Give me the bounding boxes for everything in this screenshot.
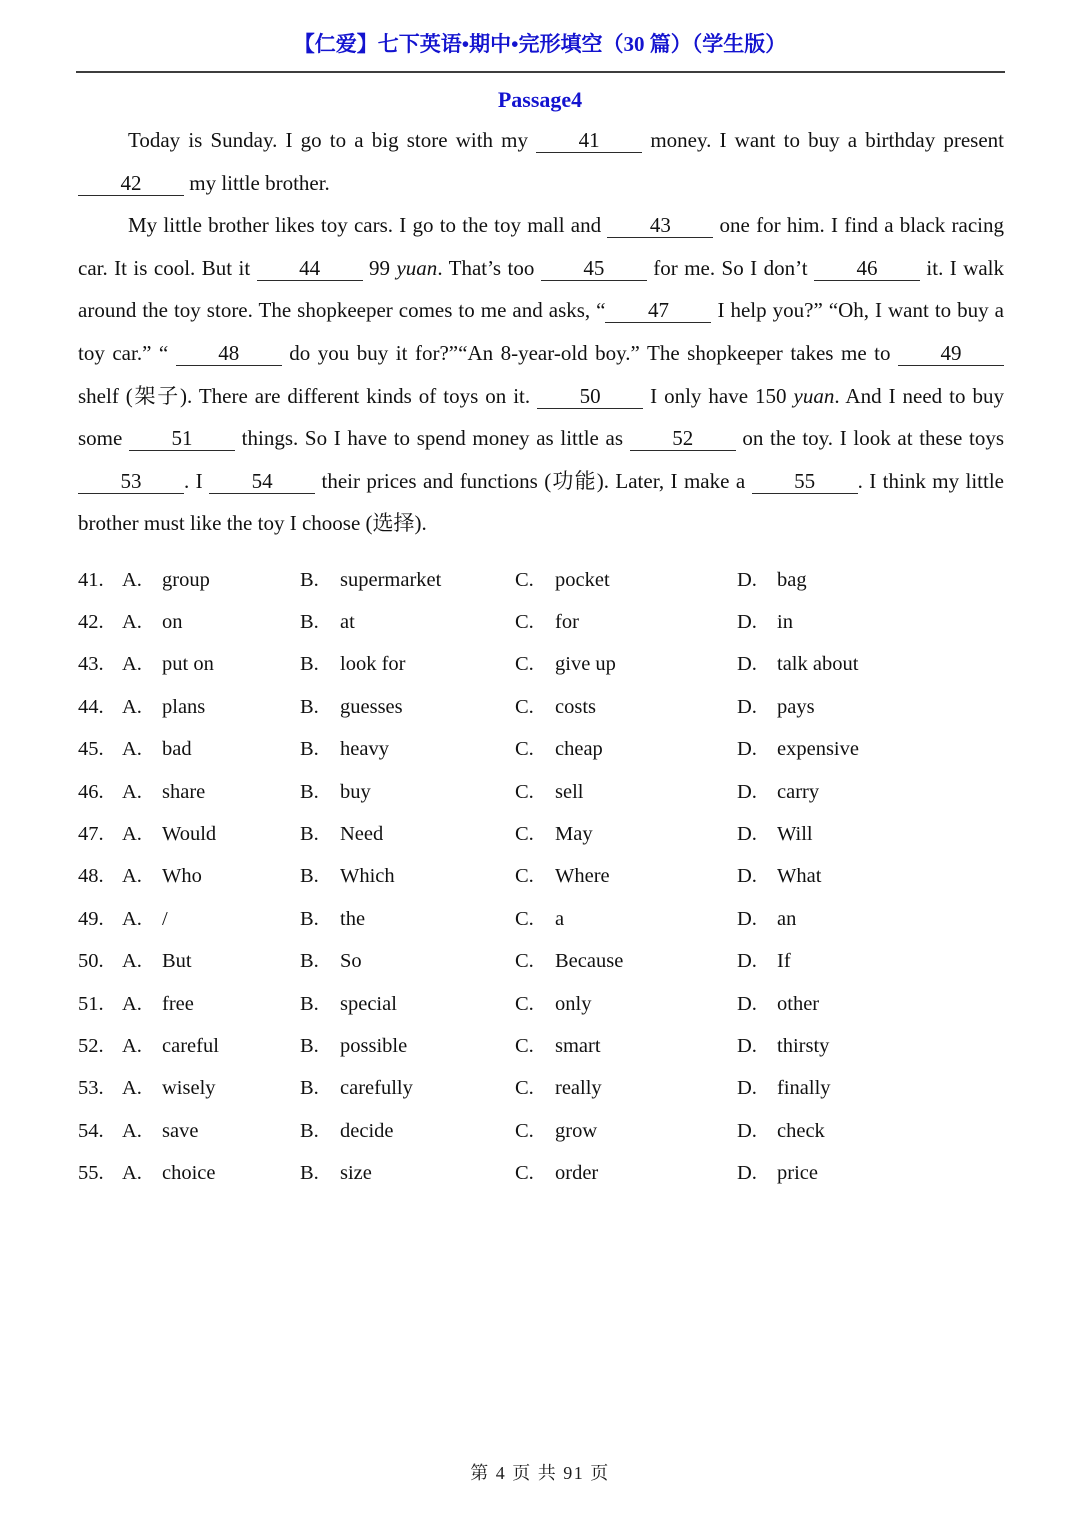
- option-55-c: C. order: [515, 1162, 599, 1185]
- option-letter: C.: [515, 653, 534, 676]
- option-letter: C.: [515, 611, 534, 634]
- option-53-d: D. finally: [737, 1077, 831, 1100]
- option-42-c: C. for: [515, 611, 579, 634]
- option-47-c: C. May: [515, 822, 593, 845]
- option-53-a: 53. A. wisely: [78, 1077, 216, 1100]
- option-letter: D.: [737, 822, 757, 845]
- question-number: 50.: [78, 950, 104, 973]
- option-letter: D.: [737, 992, 757, 1015]
- option-letter: A.: [122, 611, 142, 634]
- option-letter: C.: [515, 780, 534, 803]
- passage-body: [78, 119, 1004, 545]
- option-letter: B.: [300, 1077, 319, 1100]
- option-letter: D.: [737, 1077, 757, 1100]
- option-46-c: C. sell: [515, 780, 584, 803]
- option-letter: A.: [122, 780, 142, 803]
- option-52-b: B. possible: [300, 1034, 408, 1057]
- question-row-48: [78, 856, 1004, 898]
- option-52-c: C. smart: [515, 1034, 601, 1057]
- question-row-47: [78, 813, 1004, 855]
- question-row-55: [78, 1152, 1004, 1194]
- option-44-c: C. costs: [515, 695, 596, 718]
- option-letter: B.: [300, 950, 319, 973]
- question-row-53: [78, 1068, 1004, 1110]
- question-number: 42.: [78, 611, 104, 634]
- option-44-d: D. pays: [737, 695, 815, 718]
- option-letter: A.: [122, 907, 142, 930]
- option-letter: A.: [122, 1162, 142, 1185]
- option-letter: D.: [737, 1162, 757, 1185]
- question-number: 46.: [78, 780, 104, 803]
- option-letter: B.: [300, 653, 319, 676]
- option-letter: B.: [300, 738, 319, 761]
- option-letter: C.: [515, 738, 534, 761]
- question-row-43: [78, 644, 1004, 686]
- option-letter: B.: [300, 1162, 319, 1185]
- option-letter: B.: [300, 822, 319, 845]
- cloze-blank-51: 51: [129, 426, 235, 451]
- question-number: 54.: [78, 1119, 104, 1142]
- option-letter: D.: [737, 1034, 757, 1057]
- question-row-44: [78, 686, 1004, 728]
- option-42-b: B. at: [300, 611, 355, 634]
- option-letter: A.: [122, 695, 142, 718]
- option-50-d: D. If: [737, 950, 791, 973]
- option-letter: A.: [122, 822, 142, 845]
- cloze-blank-50: 50: [537, 384, 643, 409]
- page-number: 第 4 页 共 91 页: [470, 1463, 610, 1483]
- question-row-42: [78, 601, 1004, 643]
- option-46-d: D. carry: [737, 780, 820, 803]
- option-51-c: C. only: [515, 992, 592, 1015]
- option-49-d: D. an: [737, 907, 797, 930]
- cloze-blank-41: 41: [536, 128, 642, 153]
- option-52-d: D. thirsty: [737, 1034, 830, 1057]
- option-letter: D.: [737, 611, 757, 634]
- question-row-52: [78, 1025, 1004, 1067]
- option-50-c: C. Because: [515, 950, 624, 973]
- option-41-a: 41. A. group: [78, 568, 210, 591]
- cloze-blank-53: 53: [78, 469, 184, 494]
- option-letter: C.: [515, 822, 534, 845]
- question-number: 49.: [78, 907, 104, 930]
- cloze-blank-54: 54: [209, 469, 315, 494]
- option-46-a: 46. A. share: [78, 780, 206, 803]
- option-49-b: B. the: [300, 907, 366, 930]
- option-54-b: B. decide: [300, 1119, 394, 1142]
- option-letter: D.: [737, 653, 757, 676]
- question-number: 53.: [78, 1077, 104, 1100]
- question-row-45: [78, 729, 1004, 771]
- option-letter: B.: [300, 780, 319, 803]
- option-letter: D.: [737, 780, 757, 803]
- option-45-d: D. expensive: [737, 738, 859, 761]
- option-47-d: D. Will: [737, 822, 813, 845]
- option-letter: B.: [300, 1034, 319, 1057]
- option-letter: A.: [122, 865, 142, 888]
- option-47-b: B. Need: [300, 822, 384, 845]
- option-letter: A.: [122, 992, 142, 1015]
- option-55-b: B. size: [300, 1162, 372, 1185]
- option-letter: C.: [515, 1119, 534, 1142]
- option-45-a: 45. A. bad: [78, 738, 192, 761]
- italic-word: yuan: [396, 255, 438, 280]
- cloze-blank-43: 43: [607, 213, 713, 238]
- option-43-d: D. talk about: [737, 653, 859, 676]
- option-letter: A.: [122, 950, 142, 973]
- option-51-a: 51. A. free: [78, 992, 194, 1015]
- question-number: 47.: [78, 822, 104, 845]
- cloze-blank-42: 42: [78, 171, 184, 196]
- cloze-blank-47: 47: [605, 298, 711, 323]
- option-41-c: C. pocket: [515, 568, 610, 591]
- cloze-blank-52: 52: [630, 426, 736, 451]
- question-number: 44.: [78, 695, 104, 718]
- italic-word: yuan: [793, 383, 835, 408]
- cloze-blank-48: 48: [176, 341, 282, 366]
- option-48-c: C. Where: [515, 865, 610, 888]
- option-letter: B.: [300, 992, 319, 1015]
- option-letter: D.: [737, 1119, 757, 1142]
- option-54-a: 54. A. save: [78, 1119, 199, 1142]
- option-41-d: D. bag: [737, 568, 807, 591]
- option-letter: C.: [515, 865, 534, 888]
- question-row-41: [78, 559, 1004, 601]
- option-letter: C.: [515, 992, 534, 1015]
- option-letter: B.: [300, 907, 319, 930]
- option-49-c: C. a: [515, 907, 565, 930]
- option-45-c: C. cheap: [515, 738, 603, 761]
- option-letter: A.: [122, 738, 142, 761]
- option-48-d: D. What: [737, 865, 822, 888]
- option-letter: A.: [122, 568, 142, 591]
- question-number: 52.: [78, 1034, 104, 1057]
- option-letter: A.: [122, 1077, 142, 1100]
- passage-heading: Passage4: [497, 87, 583, 112]
- passage-paragraph: My little brother likes toy cars. I go to the toy mall and 43 one for him. I find a black racing car. It is cool. But it 44 99 yuan. That’s too 45 for me. So I don’t 46 it. I walk around the toy store. The shopkeeper comes to me and asks, “ 47 I help you?” “Oh, I want to buy a toy car.” “ 48 do you buy it for?”“An 8-year-old boy.” The shopkeeper takes me to 49 shelf (架子). There are different kinds of toys on it. 50 I only have 150 yuan. And I need to buy some 51 things. So I have to spend money as little as 52 on the toy. I look at these toys 53 . I 54 their prices and functions (功能). Later, I make a 55 . I think my little brother must like the toy I choose (选择).: [78, 213, 1005, 536]
- option-letter: A.: [122, 653, 142, 676]
- cloze-blank-49: 49: [898, 341, 1004, 366]
- option-letter: D.: [737, 568, 757, 591]
- option-letter: C.: [515, 568, 534, 591]
- option-letter: D.: [737, 907, 757, 930]
- option-42-d: D. in: [737, 611, 793, 634]
- option-41-b: B. supermarket: [300, 568, 442, 591]
- question-row-51: [78, 983, 1004, 1025]
- options-list: [78, 559, 1004, 1195]
- question-number: 51.: [78, 992, 104, 1015]
- option-43-a: 43. A. put on: [78, 653, 214, 676]
- cloze-blank-45: 45: [541, 256, 647, 281]
- question-row-54: [78, 1110, 1004, 1152]
- option-46-b: B. buy: [300, 780, 371, 803]
- option-53-c: C. really: [515, 1077, 602, 1100]
- option-letter: C.: [515, 1077, 534, 1100]
- option-53-b: B. carefully: [300, 1077, 413, 1100]
- option-47-a: 47. A. Would: [78, 822, 217, 845]
- option-54-c: C. grow: [515, 1119, 598, 1142]
- option-42-a: 42. A. on: [78, 611, 183, 634]
- option-letter: B.: [300, 611, 319, 634]
- option-54-d: D. check: [737, 1119, 825, 1142]
- option-letter: D.: [737, 950, 757, 973]
- question-number: 48.: [78, 865, 104, 888]
- option-51-d: D. other: [737, 992, 820, 1015]
- option-48-b: B. Which: [300, 865, 395, 888]
- document-title: 【仁爱】七下英语•期中•完形填空（30 篇）（学生版）: [293, 32, 787, 56]
- option-43-c: C. give up: [515, 653, 616, 676]
- cloze-blank-55: 55: [752, 469, 858, 494]
- question-row-49: [78, 898, 1004, 940]
- option-44-b: B. guesses: [300, 695, 403, 718]
- option-letter: C.: [515, 950, 534, 973]
- cloze-blank-46: 46: [814, 256, 920, 281]
- option-letter: C.: [515, 1162, 534, 1185]
- option-51-b: B. special: [300, 992, 397, 1015]
- header-divider: [76, 71, 1005, 73]
- option-letter: C.: [515, 1034, 534, 1057]
- option-48-a: 48. A. Who: [78, 865, 202, 888]
- option-50-a: 50. A. But: [78, 950, 192, 973]
- cloze-blank-44: 44: [257, 256, 363, 281]
- option-letter: A.: [122, 1034, 142, 1057]
- option-letter: B.: [300, 695, 319, 718]
- option-50-b: B. So: [300, 950, 362, 973]
- option-49-a: 49. A. /: [78, 907, 168, 930]
- option-45-b: B. heavy: [300, 738, 389, 761]
- passage-paragraph: Today is Sunday. I go to a big store with my 41 money. I want to buy a birthday present 42 my little brother.: [78, 119, 1004, 204]
- question-number: 55.: [78, 1162, 104, 1185]
- option-letter: D.: [737, 738, 757, 761]
- option-letter: C.: [515, 907, 534, 930]
- question-number: 41.: [78, 568, 104, 591]
- option-letter: D.: [737, 695, 757, 718]
- option-52-a: 52. A. careful: [78, 1034, 219, 1057]
- option-43-b: B. look for: [300, 653, 406, 676]
- option-55-d: D. price: [737, 1162, 818, 1185]
- option-44-a: 44. A. plans: [78, 695, 206, 718]
- question-number: 45.: [78, 738, 104, 761]
- question-row-46: [78, 771, 1004, 813]
- option-letter: B.: [300, 865, 319, 888]
- option-letter: B.: [300, 1119, 319, 1142]
- question-number: 43.: [78, 653, 104, 676]
- option-letter: B.: [300, 568, 319, 591]
- option-letter: C.: [515, 695, 534, 718]
- option-letter: D.: [737, 865, 757, 888]
- option-letter: A.: [122, 1119, 142, 1142]
- question-row-50: [78, 940, 1004, 982]
- option-55-a: 55. A. choice: [78, 1162, 216, 1185]
